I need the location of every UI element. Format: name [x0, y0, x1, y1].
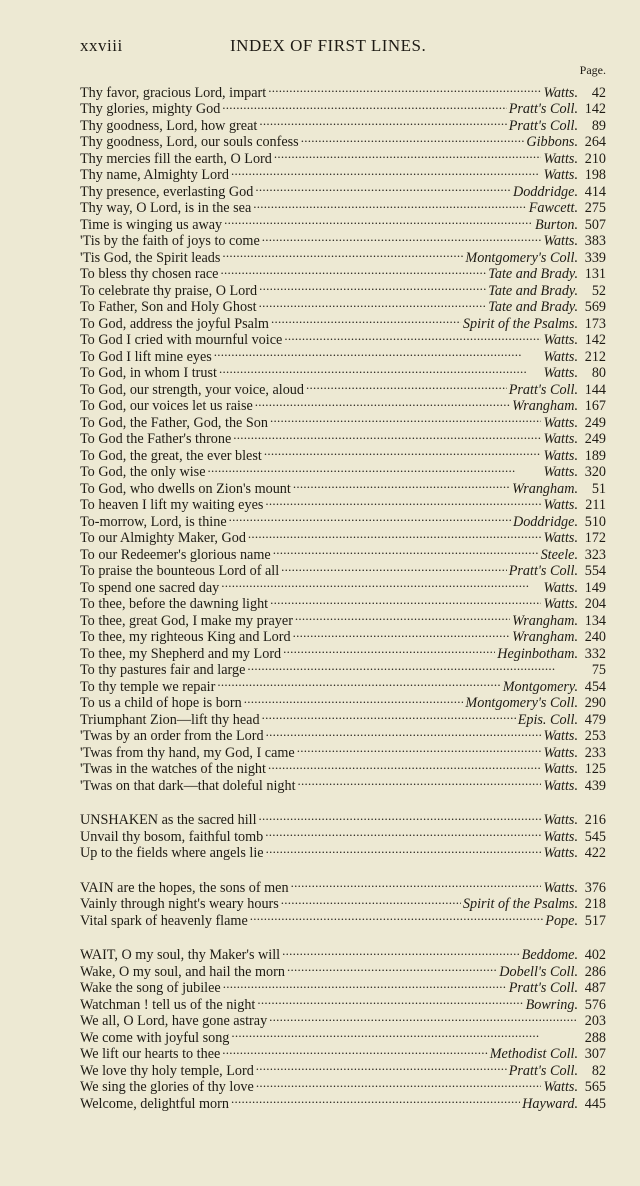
- page-reference: 172: [584, 530, 606, 546]
- first-line-text: We sing the glories of thy love: [80, 1079, 254, 1095]
- author-source: Watts.: [543, 728, 578, 744]
- author-source: Pratt's Coll.: [508, 980, 578, 996]
- author-source: Watts.: [543, 812, 578, 828]
- first-line-text: To thee, my righteous King and Lord: [80, 629, 291, 645]
- first-line-text: We love thy holy temple, Lord: [80, 1062, 254, 1079]
- author-source: Pratt's Coll.: [508, 563, 578, 579]
- page-reference: 189: [584, 447, 606, 464]
- page-reference: 42: [591, 84, 606, 101]
- page-reference: 479: [584, 711, 606, 728]
- author-source: Wrangham.: [512, 629, 578, 645]
- first-line-text: To God, in whom I trust: [80, 365, 217, 381]
- dot-leader: [231, 1091, 520, 1108]
- dot-leader: [270, 410, 541, 427]
- dot-leader: [271, 311, 461, 328]
- dot-leader: [253, 196, 526, 213]
- page-reference: 517: [584, 912, 606, 929]
- dot-leader: [281, 892, 461, 909]
- page-reference: 253: [584, 728, 606, 744]
- first-line-text: Thy way, O Lord, is in the sea: [80, 200, 252, 216]
- author-source: Tate and Brady.: [488, 299, 578, 315]
- first-line-text: To God the Father's throne: [80, 431, 232, 447]
- page-reference: 414: [584, 183, 606, 200]
- author-source: Watts.: [543, 167, 578, 183]
- author-source: Watts.: [543, 233, 578, 249]
- author-source: Watts.: [543, 348, 578, 365]
- first-line-text: To God I lift mine eyes: [80, 348, 212, 365]
- page-reference: 545: [584, 828, 606, 845]
- dot-leader: [287, 959, 497, 976]
- page-reference: 216: [584, 812, 606, 828]
- page-reference: 264: [584, 134, 606, 150]
- first-line-text: UNSHAKEN as the sacred hill: [80, 812, 257, 828]
- page-reference: 52: [591, 282, 606, 299]
- dot-leader: [214, 344, 542, 361]
- dot-leader: [301, 130, 525, 147]
- page-reference: 307: [584, 1046, 606, 1062]
- page-reference: 173: [584, 315, 606, 332]
- author-source: Pratt's Coll.: [508, 381, 578, 398]
- author-source: Pratt's Coll.: [508, 101, 578, 117]
- dot-leader: [295, 608, 510, 625]
- first-line-text: To-morrow, Lord, is thine: [80, 513, 227, 530]
- first-line-text: Thy favor, gracious Lord, impart: [80, 84, 267, 101]
- first-line-text: 'Twas from thy hand, my God, I came: [80, 744, 295, 761]
- first-line-text: Wake the song of jubilee: [80, 980, 221, 996]
- first-line-text: Welcome, delightful morn: [80, 1095, 229, 1112]
- author-source: Watts.: [543, 84, 578, 101]
- dot-leader: [250, 908, 544, 925]
- author-source: Wrangham.: [512, 398, 578, 414]
- dot-leader: [222, 245, 463, 262]
- dot-leader: [259, 113, 506, 130]
- author-source: Wrangham.: [512, 612, 578, 629]
- first-line-text: Thy presence, everlasting God: [80, 183, 254, 200]
- author-source: Montgomery's Coll.: [465, 249, 578, 266]
- first-line-text: To thy pastures fair and large: [80, 662, 246, 678]
- dot-leader: [259, 295, 487, 312]
- dot-leader: [306, 377, 507, 394]
- author-source: Watts.: [543, 431, 578, 447]
- page-reference: 167: [584, 398, 606, 414]
- first-line-text: Thy goodness, Lord, how great: [80, 117, 258, 134]
- author-source: Watts.: [543, 845, 578, 861]
- dot-leader: [293, 625, 511, 642]
- author-source: Watts.: [543, 777, 578, 794]
- index-entry: [80, 808, 606, 828]
- author-source: Pratt's Coll.: [508, 1062, 578, 1079]
- first-line-text: To bless thy chosen race: [80, 266, 219, 282]
- dot-leader: [220, 262, 486, 279]
- first-line-text: To praise the bounteous Lord of all: [80, 563, 280, 579]
- dot-leader: [274, 146, 542, 163]
- dot-leader: [231, 163, 541, 180]
- dot-leader: [293, 476, 510, 493]
- dot-leader: [217, 674, 500, 691]
- page-reference: 131: [584, 266, 606, 282]
- author-source: Burton.: [535, 216, 578, 233]
- first-line-text: To celebrate thy praise, O Lord: [80, 282, 258, 299]
- author-source: Montgomery's Coll.: [465, 695, 578, 711]
- first-line-text: To spend one sacred day: [80, 579, 220, 596]
- page-number: xxviii: [80, 36, 123, 55]
- first-line-text: To God, the Father, God, the Son: [80, 414, 268, 431]
- author-source: Watts.: [543, 828, 578, 845]
- author-source: Spirit of the Psalms.: [462, 315, 578, 332]
- dot-leader: [256, 1058, 507, 1075]
- author-source: Doddridge.: [512, 513, 578, 530]
- first-line-text: To God, the great, the ever blest: [80, 447, 262, 464]
- page-reference: 445: [584, 1095, 606, 1112]
- first-line-text: 'Twas by an order from the Lord: [80, 728, 264, 744]
- author-source: Watts.: [543, 365, 578, 381]
- page-reference: 198: [584, 167, 606, 183]
- dot-leader: [282, 943, 520, 960]
- author-source: Methodist Coll.: [489, 1046, 578, 1062]
- dot-leader: [298, 773, 542, 790]
- page-reference: 320: [584, 464, 606, 480]
- dot-leader: [208, 460, 542, 477]
- first-line-text: Thy name, Almighty Lord: [80, 167, 229, 183]
- dot-leader: [265, 493, 541, 510]
- first-line-text: Thy goodness, Lord, our souls confess: [80, 134, 299, 150]
- author-source: Epis. Coll.: [517, 711, 578, 728]
- first-line-text: To thy temple we repair: [80, 678, 216, 695]
- first-line-text: Vainly through night's weary hours: [80, 896, 279, 912]
- author-source: Watts.: [543, 414, 578, 431]
- dot-leader: [223, 976, 507, 993]
- page-reference: 142: [584, 332, 606, 348]
- page-reference: 507: [584, 216, 606, 233]
- dot-leader: [257, 992, 523, 1009]
- first-line-text: 'Twas on that dark—that doleful night: [80, 777, 296, 794]
- author-source: Fawcett.: [528, 200, 578, 216]
- page-reference: 203: [584, 1013, 606, 1029]
- page-reference: 510: [584, 513, 606, 530]
- author-source: Watts.: [543, 332, 578, 348]
- author-source: Pratt's Coll.: [508, 117, 578, 134]
- dot-leader: [231, 1025, 576, 1042]
- dot-leader: [222, 1042, 487, 1059]
- first-line-text: WAIT, O my soul, thy Maker's will: [80, 947, 281, 963]
- first-line-text: 'Tis by the faith of joys to come: [80, 233, 260, 249]
- page-reference: 286: [584, 963, 606, 980]
- page-reference: 402: [584, 947, 606, 963]
- dot-leader: [259, 278, 486, 295]
- page-reference: 51: [591, 480, 606, 497]
- dot-leader: [262, 707, 516, 724]
- page-reference: 82: [591, 1062, 606, 1079]
- first-line-text: To heaven I lift my waiting eyes: [80, 497, 264, 513]
- author-source: Bowring.: [525, 996, 578, 1013]
- first-line-text: We all, O Lord, have gone astray: [80, 1013, 268, 1029]
- first-line-text: We come with joyful song: [80, 1029, 230, 1046]
- author-source: Tate and Brady.: [488, 282, 578, 299]
- author-source: Doddridge.: [512, 183, 578, 200]
- dot-leader: [229, 509, 511, 526]
- author-source: Wrangham.: [512, 480, 578, 497]
- first-line-text: To God, our strength, your voice, aloud: [80, 381, 304, 398]
- page-column-label: Page.: [579, 63, 606, 77]
- dot-leader: [248, 526, 542, 543]
- dot-leader: [281, 559, 507, 576]
- first-line-text: Time is winging us away: [80, 216, 223, 233]
- index-entry: [80, 80, 606, 101]
- author-source: Gibbons.: [526, 134, 578, 150]
- author-source: Watts.: [543, 447, 578, 464]
- author-source: Montgomery.: [502, 678, 578, 695]
- first-line-text: To God I cried with mournful voice: [80, 332, 283, 348]
- dot-leader: [224, 212, 533, 229]
- dot-leader: [269, 1009, 576, 1026]
- first-line-text: To God, the only wise: [80, 464, 206, 480]
- author-source: Heginbotham.: [497, 645, 578, 662]
- page-reference: 218: [584, 896, 606, 912]
- first-line-text: To God, our voices let us raise: [80, 398, 253, 414]
- first-line-text: Thy glories, mighty God: [80, 101, 221, 117]
- author-source: Pope.: [545, 912, 578, 929]
- page-reference: 142: [584, 101, 606, 117]
- first-line-text: Thy mercies fill the earth, O Lord: [80, 150, 272, 167]
- first-line-text: 'Twas in the watches of the night: [80, 761, 266, 777]
- author-source: Steele.: [540, 546, 578, 563]
- page-reference: 454: [584, 678, 606, 695]
- page-reference: 212: [584, 348, 606, 365]
- page-reference: 144: [584, 381, 606, 398]
- page-reference: 383: [584, 233, 606, 249]
- page-reference: 80: [591, 365, 606, 381]
- page-reference: 125: [584, 761, 606, 777]
- page-reference: 422: [584, 845, 606, 861]
- dot-leader: [233, 427, 541, 444]
- dot-leader: [256, 1075, 542, 1092]
- page-reference: 89: [591, 117, 606, 134]
- author-source: Dobell's Coll.: [499, 963, 578, 980]
- page-reference: 569: [584, 299, 606, 315]
- page-reference: 149: [584, 579, 606, 596]
- first-line-text: 'Tis God, the Spirit leads: [80, 249, 221, 266]
- first-line-text: Up to the fields where angels lie: [80, 845, 264, 861]
- dot-leader: [264, 443, 542, 460]
- dot-leader: [284, 328, 541, 345]
- first-line-text: Wake, O my soul, and hail the morn: [80, 963, 285, 980]
- page-reference: 211: [585, 497, 606, 513]
- page-reference: 332: [584, 645, 606, 662]
- dot-leader: [297, 740, 542, 757]
- index-entry: [80, 943, 606, 963]
- author-source: Watts.: [543, 497, 578, 513]
- dot-leader: [222, 97, 506, 114]
- first-line-text: To our Almighty Maker, God: [80, 530, 246, 546]
- dot-leader: [262, 229, 542, 246]
- author-source: Spirit of the Psalms.: [462, 896, 578, 912]
- dot-leader: [247, 658, 576, 675]
- first-line-text: To God, who dwells on Zion's mount: [80, 480, 291, 497]
- author-source: Watts.: [543, 744, 578, 761]
- page-reference: 576: [584, 996, 606, 1013]
- index-entry: [80, 875, 606, 896]
- page-reference: 249: [584, 414, 606, 431]
- dot-leader: [266, 724, 542, 741]
- dot-leader: [255, 179, 511, 196]
- page-header: [80, 36, 580, 58]
- page-reference: 376: [584, 879, 606, 896]
- author-source: Watts.: [543, 150, 578, 167]
- page-reference: 75: [591, 662, 606, 678]
- page-title: INDEX OF FIRST LINES.: [230, 36, 427, 55]
- page-reference: 210: [584, 150, 606, 167]
- page-reference: 288: [584, 1029, 606, 1046]
- page-reference: 233: [584, 744, 606, 761]
- first-line-text: To our Redeemer's glorious name: [80, 546, 271, 563]
- first-line-text: Triumphant Zion—lift thy head: [80, 711, 260, 728]
- dot-leader: [266, 841, 542, 858]
- dot-leader: [244, 691, 464, 708]
- dot-leader: [273, 542, 539, 559]
- first-line-text: To us a child of hope is born: [80, 695, 242, 711]
- first-line-text: Watchman ! tell us of the night: [80, 996, 256, 1013]
- first-line-text: We lift our hearts to thee: [80, 1046, 221, 1062]
- dot-leader: [283, 641, 495, 658]
- first-line-text: To thee, before the dawning light: [80, 596, 269, 612]
- page-reference: 275: [584, 200, 606, 216]
- dot-leader: [291, 875, 542, 892]
- index-entries: [80, 80, 606, 1112]
- page-reference: 487: [584, 980, 606, 996]
- page-reference: 439: [584, 777, 606, 794]
- page-reference: 290: [584, 695, 606, 711]
- dot-leader: [268, 80, 541, 97]
- first-line-text: To thee, great God, I make my prayer: [80, 612, 293, 629]
- author-source: Watts.: [543, 530, 578, 546]
- dot-leader: [265, 824, 541, 841]
- first-line-text: Unvail thy bosom, faithful tomb: [80, 828, 264, 845]
- dot-leader: [221, 575, 541, 592]
- author-source: Watts.: [543, 464, 578, 480]
- page-reference: 204: [584, 596, 606, 612]
- dot-leader: [268, 757, 541, 774]
- first-line-text: To God, address the joyful Psalm: [80, 315, 269, 332]
- author-source: Tate and Brady.: [488, 266, 578, 282]
- page-reference: 134: [584, 612, 606, 629]
- author-source: Watts.: [543, 596, 578, 612]
- author-source: Hayward.: [522, 1095, 578, 1112]
- first-line-text: VAIN are the hopes, the sons of men: [80, 879, 289, 896]
- author-source: Watts.: [543, 579, 578, 596]
- author-source: Watts.: [543, 879, 578, 896]
- author-source: Watts.: [543, 1079, 578, 1095]
- page-reference: 323: [584, 546, 606, 563]
- page-reference: 249: [584, 431, 606, 447]
- dot-leader: [255, 394, 510, 411]
- dot-leader: [270, 592, 541, 609]
- page-reference: 554: [584, 563, 606, 579]
- author-source: Beddome.: [521, 947, 578, 963]
- page-reference: 565: [584, 1079, 606, 1095]
- first-line-text: To thee, my Shepherd and my Lord: [80, 645, 282, 662]
- page-reference: 240: [584, 629, 606, 645]
- first-line-text: To Father, Son and Holy Ghost: [80, 299, 257, 315]
- page-reference: 339: [584, 249, 606, 266]
- dot-leader: [219, 361, 542, 378]
- dot-leader: [259, 808, 542, 825]
- author-source: Watts.: [543, 761, 578, 777]
- first-line-text: Vital spark of heavenly flame: [80, 912, 248, 929]
